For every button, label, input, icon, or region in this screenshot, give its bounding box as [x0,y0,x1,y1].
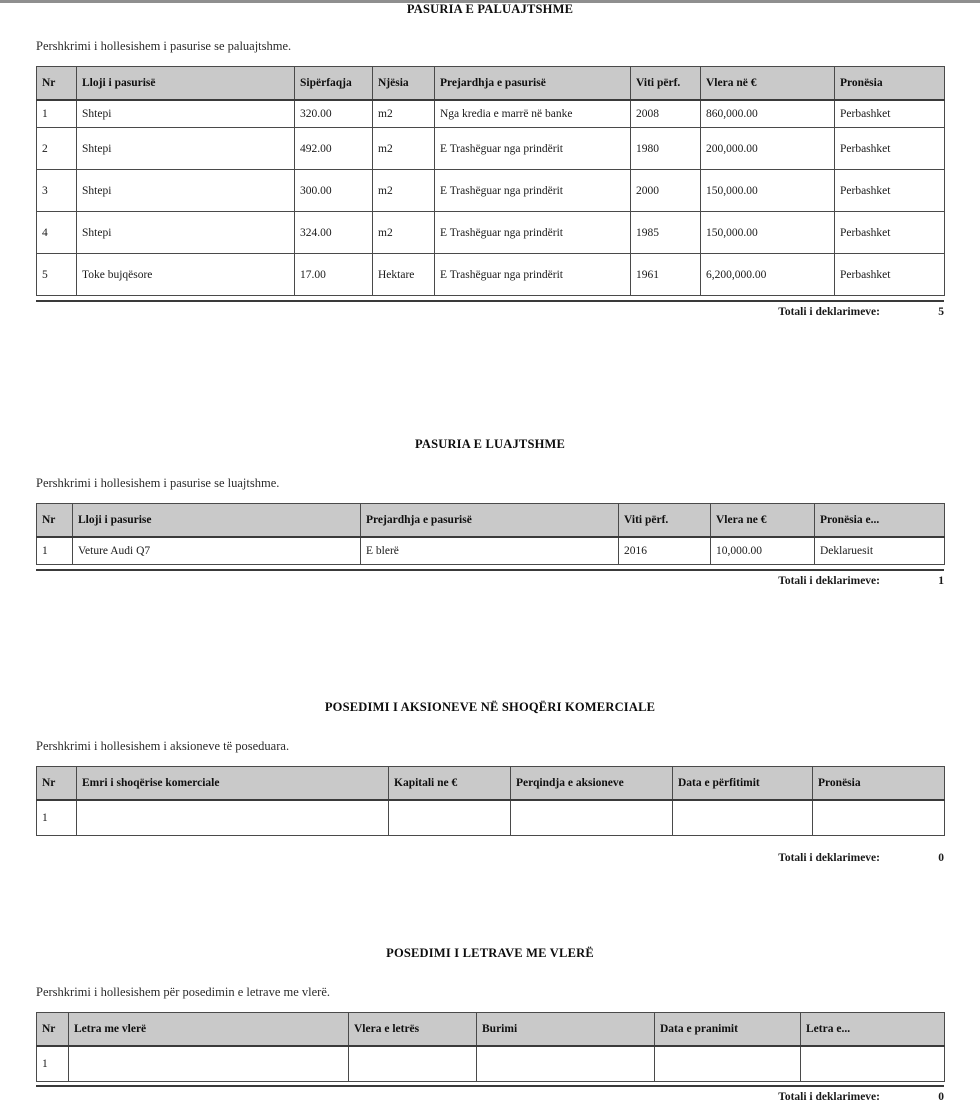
cell-lloji: Shtepi [77,100,295,128]
total-value: 0 [938,1091,944,1103]
cell-njesia: Hektare [373,254,435,296]
cell-lloji: Veture Audi Q7 [73,537,361,565]
section-description: Pershkrimi i hollesishem i pasurise se luajtshme. [36,476,280,490]
cell-nr: 3 [37,170,77,212]
cell-pronesia: Perbashket [835,170,945,212]
column-header-nr: Nr [37,1013,69,1047]
column-header-data-pranimit: Data e pranimit [655,1013,801,1047]
cell-nr: 1 [37,537,73,565]
cell-vlera: 150,000.00 [701,170,835,212]
table-pasuria-e-luajtshme [36,503,945,565]
cell-njesia: m2 [373,212,435,254]
cell-viti: 1985 [631,212,701,254]
cell-pronesia: Deklaruesit [815,537,945,565]
section-description: Pershkrimi i hollesishem për posedimin e letrave me vlerë. [36,985,331,999]
cell-siperfaqja: 320.00 [295,100,373,128]
table-header-row [37,504,945,538]
table-posedimi-i-aksioneve [36,766,945,836]
cell-lloji: Shtepi [77,170,295,212]
total-label: Totali i deklarimeve: [778,575,880,587]
cell-vlera-letres [349,1046,477,1082]
column-header-lloji: Lloji i pasurise [73,504,361,538]
cell-lloji: Shtepi [77,128,295,170]
cell-perqindja [511,800,673,836]
column-header-data-perfitimit: Data e përfitimit [673,767,813,801]
column-header-viti: Viti përf. [631,67,701,101]
cell-data-pranimit [655,1046,801,1082]
column-header-nr: Nr [37,67,77,101]
cell-lloji: Shtepi [77,212,295,254]
table-row [37,537,945,565]
column-header-kapitali: Kapitali ne € [389,767,511,801]
cell-prejardhja: E Trashëguar nga prindërit [435,254,631,296]
cell-burimi [477,1046,655,1082]
cell-nr: 1 [37,100,77,128]
cell-prejardhja: E Trashëguar nga prindërit [435,170,631,212]
totals-row [36,306,944,318]
table-row [37,212,945,254]
cell-siperfaqja: 492.00 [295,128,373,170]
cell-emri-shoqerise [77,800,389,836]
cell-pronesia [813,800,945,836]
cell-viti: 2016 [619,537,711,565]
cell-letra [69,1046,349,1082]
column-header-siperfaqja: Sipërfaqja [295,67,373,101]
cell-njesia: m2 [373,100,435,128]
totals-row [36,1091,944,1103]
table-bottom-rule [36,300,944,302]
column-header-vlera: Vlera ne € [711,504,815,538]
cell-viti: 1961 [631,254,701,296]
total-label: Totali i deklarimeve: [778,1091,880,1103]
section-pasuria-e-paluajtshme [0,2,980,318]
section-posedimi-i-aksioneve [0,700,980,864]
cell-pronesia: Perbashket [835,254,945,296]
cell-viti: 2000 [631,170,701,212]
total-value: 1 [938,575,944,587]
cell-siperfaqja: 324.00 [295,212,373,254]
cell-vlera: 860,000.00 [701,100,835,128]
table-row [37,170,945,212]
cell-kapitali [389,800,511,836]
column-header-nr: Nr [37,504,73,538]
cell-pronesia: Perbashket [835,128,945,170]
table-row [37,800,945,836]
cell-njesia: m2 [373,128,435,170]
column-header-pronesia: Pronësia e... [815,504,945,538]
section-title: PASURIA E LUAJTSHME [414,437,566,451]
column-header-letra-e: Letra e... [801,1013,945,1047]
column-header-vlera: Vlera në € [701,67,835,101]
total-value: 0 [938,852,944,864]
section-title: PASURIA E PALUAJTSHME [406,2,574,16]
cell-vlera: 6,200,000.00 [701,254,835,296]
table-header-row [37,67,945,101]
cell-prejardhja: E blerë [361,537,619,565]
total-label: Totali i deklarimeve: [778,852,880,864]
section-pasuria-e-luajtshme [0,437,980,587]
column-header-prejardhja: Prejardhja e pasurisë [435,67,631,101]
table-row [37,254,945,296]
cell-vlera: 200,000.00 [701,128,835,170]
cell-nr: 5 [37,254,77,296]
column-header-lloji: Lloji i pasurisë [77,67,295,101]
cell-viti: 1980 [631,128,701,170]
cell-vlera: 150,000.00 [701,212,835,254]
column-header-letra: Letra me vlerë [69,1013,349,1047]
column-header-njesia: Njësia [373,67,435,101]
cell-njesia: m2 [373,170,435,212]
table-header-row [37,1013,945,1047]
total-label: Totali i deklarimeve: [778,306,880,318]
table-row [37,128,945,170]
totals-row [36,575,944,587]
column-header-perqindja: Perqindja e aksioneve [511,767,673,801]
section-title: POSEDIMI I AKSIONEVE NË SHOQËRI KOMERCIALE [324,700,656,714]
table-bottom-rule [36,1085,944,1087]
cell-nr: 2 [37,128,77,170]
cell-letra-e [801,1046,945,1082]
cell-lloji: Toke bujqësore [77,254,295,296]
cell-pronesia: Perbashket [835,212,945,254]
cell-data-perfitimit [673,800,813,836]
section-title: POSEDIMI I LETRAVE ME VLERË [386,946,594,960]
cell-pronesia: Perbashket [835,100,945,128]
cell-nr: 1 [37,800,77,836]
cell-vlera: 10,000.00 [711,537,815,565]
cell-prejardhja: Nga kredia e marrë në banke [435,100,631,128]
column-header-emri-shoqerise: Emri i shoqërise komerciale [77,767,389,801]
column-header-viti: Viti përf. [619,504,711,538]
column-header-burimi: Burimi [477,1013,655,1047]
section-description: Pershkrimi i hollesishem i aksioneve të poseduara. [36,739,290,753]
column-header-pronesia: Pronësia [835,67,945,101]
table-posedimi-i-letrave-me-vlere [36,1012,945,1082]
table-row [37,1046,945,1082]
column-header-prejardhja: Prejardhja e pasurisë [361,504,619,538]
cell-nr: 4 [37,212,77,254]
totals-row [36,852,944,864]
cell-viti: 2008 [631,100,701,128]
column-header-vlera-letres: Vlera e letrës [349,1013,477,1047]
cell-prejardhja: E Trashëguar nga prindërit [435,128,631,170]
cell-prejardhja: E Trashëguar nga prindërit [435,212,631,254]
column-header-nr: Nr [37,767,77,801]
cell-siperfaqja: 300.00 [295,170,373,212]
total-value: 5 [938,306,944,318]
section-description: Pershkrimi i hollesishem i pasurise se paluajtshme. [36,39,292,53]
section-posedimi-i-letrave-me-vlere [0,946,980,1103]
cell-nr: 1 [37,1046,69,1082]
table-header-row [37,767,945,801]
cell-siperfaqja: 17.00 [295,254,373,296]
table-pasuria-e-paluajtshme [36,66,945,296]
table-bottom-rule [36,569,944,571]
column-header-pronesia: Pronësia [813,767,945,801]
table-row [37,100,945,128]
